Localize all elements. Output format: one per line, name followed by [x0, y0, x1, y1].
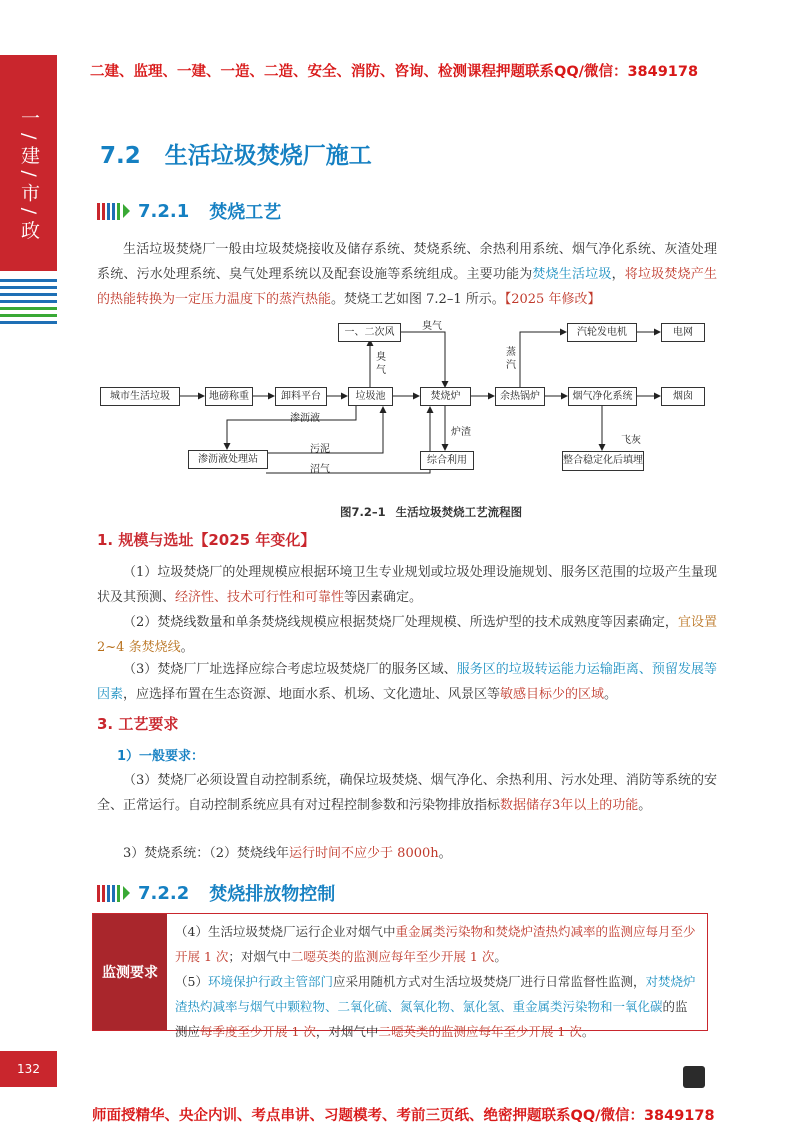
- scale-text: 等因素确定。: [344, 590, 423, 605]
- process-heading: 3. 工艺要求: [97, 715, 179, 733]
- monitor-text: ；对烟气中: [228, 949, 291, 964]
- scale-text: 。: [604, 687, 618, 702]
- subsection-title: [97, 880, 335, 906]
- scale-text: （3）焚烧厂厂址选择应综合考虑垃圾焚烧厂的服务区域、: [123, 662, 457, 677]
- monitor-text: 应采用随机方式对生活垃圾焚烧厂进行日常监督性监测，: [332, 974, 646, 989]
- process-text: （3）焚烧厂必须设置自动控制系统，确保垃圾焚烧、烟气净化、余热利用、污水处理、消防等系统的安全、正常运行。自动控制系统应具有对过程控制参数和污染物排放指标: [97, 773, 717, 813]
- flow-box-reuse: 综合利用: [420, 451, 474, 470]
- flow-label-steam: 蒸汽: [506, 347, 516, 371]
- sidebar-stripe: [0, 314, 57, 317]
- process-highlight: 数据储存3年以上的功能: [500, 798, 639, 813]
- scale-item-2: [97, 610, 717, 660]
- subsection-number: 7.2.2: [138, 882, 190, 904]
- flow-box-city-waste: 城市生活垃圾: [100, 387, 180, 406]
- monitoring-item: [175, 919, 699, 969]
- intro-highlight: 【2025 年修改】: [504, 292, 601, 307]
- app-logo-icon: [683, 1066, 705, 1088]
- monitor-text: （4）生活垃圾焚烧厂运行企业对烟气中: [175, 924, 396, 939]
- flow-label-odor: 臭气: [422, 321, 442, 332]
- monitor-text: （5）: [175, 974, 208, 989]
- monitor-text: 。: [581, 1024, 595, 1039]
- process-text: 。: [638, 798, 652, 813]
- subsection-number: 7.2.1: [138, 200, 190, 222]
- section-title-text: 生活垃圾焚烧厂施工: [164, 143, 372, 169]
- flow-box-weigh: 地磅称重: [205, 387, 253, 406]
- flow-label-sludge: 污泥: [310, 444, 330, 455]
- sidebar-stripe: [0, 279, 57, 282]
- figure-title: 生活垃圾焚烧工艺流程图: [395, 505, 523, 519]
- general-requirement-item: [97, 768, 717, 818]
- top-banner: 二建、监理、一建、一造、二造、安全、消防、咨询、检测课程押题联系QQ/微信：3849178: [90, 64, 699, 80]
- sidebar-stripe: [0, 286, 57, 289]
- general-requirements-heading: 1）一般要求：: [117, 749, 205, 764]
- flow-box-boiler: 余热锅炉: [495, 387, 545, 406]
- monitor-highlight: 二噁英类的监测应每年至少开展 1 次: [290, 949, 495, 964]
- sidebar-stripe: [0, 300, 57, 303]
- incineration-system-item: [97, 841, 717, 866]
- process-highlight: 运行时间不应少于 8000h: [289, 846, 439, 861]
- scale-item-3: [97, 657, 717, 707]
- scale-heading: 1. 规模与选址【2025 年变化】: [97, 531, 316, 549]
- monitor-text: 。: [494, 949, 507, 964]
- figure-caption: [340, 504, 522, 520]
- flow-box-pit: 垃圾池: [348, 387, 393, 406]
- sidebar-stripe: [0, 321, 57, 324]
- process-text: 。: [438, 846, 452, 861]
- scale-text: 。: [180, 640, 194, 655]
- flow-label-slag: 炉渣: [451, 427, 471, 438]
- sidebar-tab: [0, 55, 57, 271]
- monitor-highlight: 每季度至少开展 1 次: [200, 1024, 316, 1039]
- intro-highlight: 将垃圾焚烧产生的热能转换为一定压力温度下的蒸汽热能: [97, 267, 717, 307]
- flow-label-odor: 臭气: [376, 352, 386, 376]
- flow-box-grid: 电网: [661, 323, 705, 342]
- subsection-title-text: 焚烧工艺: [209, 202, 282, 223]
- scale-text: ，应选择布置在生态资源、地面水系、机场、文化遗址、风景区等: [123, 687, 501, 702]
- monitor-text: ，对烟气中: [315, 1024, 379, 1039]
- scale-highlight: 宜设置 2~4 条焚烧线: [97, 615, 717, 655]
- flow-label-leachate: 渗沥液: [290, 413, 320, 424]
- sidebar-stripe: [0, 307, 57, 310]
- intro-text: 生活垃圾焚烧厂一般由垃圾焚烧接收及储存系统、焚烧系统、余热利用系统、烟气净化系统、灰渣处理系统、污水处理系统、臭气处理系统以及配套设施等系统组成。主要功能为: [97, 242, 717, 282]
- monitor-highlight: 二噁英类的监测应每年至少开展 1 次: [378, 1024, 582, 1039]
- figure-number: 图7.2–1: [340, 505, 386, 519]
- monitor-highlight: 环境保护行政主管部门: [207, 974, 333, 989]
- bars-icon: [97, 885, 130, 902]
- intro-text: 。焚烧工艺如图 7.2–1 所示。: [331, 292, 505, 307]
- flow-box-furnace: 焚烧炉: [420, 387, 471, 406]
- process-flow-diagram: [100, 313, 720, 498]
- scale-highlight: 服务区的垃圾转运能力运输距离、预留发展等因素: [97, 662, 717, 702]
- flow-box-leachate: 渗沥液处理站: [188, 450, 268, 469]
- flow-label-biogas: 沼气: [310, 464, 330, 475]
- scale-item-1: [97, 560, 717, 610]
- section-number: 7.2: [100, 143, 141, 169]
- flow-box-fly-ash: 整合稳定化后填埋: [562, 451, 644, 471]
- monitor-highlight: 重金属类污染物和焚烧炉渣热灼减率的监测应每月至少开展 1 次: [175, 924, 696, 964]
- scale-text: （1）垃圾焚烧厂的处理规模应根据环境卫生专业规划或垃圾处理设施规划、服务区范围的垃圾产生量现状及其预测、: [97, 565, 717, 605]
- bottom-banner: 师面授精华、央企内训、考点串讲、习题模考、考前三页纸、绝密押题联系QQ/微信：3849178: [92, 1108, 715, 1124]
- intro-paragraph: [97, 237, 717, 312]
- subsection-title-text: 焚烧排放物控制: [209, 884, 336, 905]
- monitoring-requirements-box: [92, 913, 708, 1039]
- monitoring-content: [167, 914, 707, 1039]
- process-text: 3）焚烧系统：（2）焚烧线年: [123, 846, 290, 861]
- flow-box-platform: 卸料平台: [275, 387, 327, 406]
- monitoring-label: 监测要求: [93, 914, 167, 1030]
- sidebar-label: 一/建/市/政: [18, 108, 40, 246]
- subsection-title: [97, 198, 281, 224]
- flow-box-gas-clean: 烟气净化系统: [568, 387, 637, 406]
- sidebar-stripe: [0, 293, 57, 296]
- intro-text: ，: [611, 267, 625, 282]
- monitor-highlight: 对焚烧炉渣热灼减率与烟气中颗粒物、二氧化硫、氮氧化物、氯化氢、重金属类污染物和一氧化碳: [175, 974, 696, 1014]
- flow-box-air: 一、二次风: [338, 323, 401, 342]
- scale-highlight: 经济性、技术可行性和可靠性: [175, 590, 345, 605]
- monitoring-item: [175, 969, 699, 1044]
- intro-highlight: 焚烧生活垃圾: [532, 267, 612, 282]
- monitor-text: 的监测应: [175, 999, 688, 1039]
- scale-text: （2）焚烧线数量和单条焚烧线规模应根据焚烧厂处理规模、所选炉型的技术成熟度等因素确定，: [123, 615, 678, 630]
- scale-highlight: 敏感目标少的区域: [500, 687, 605, 702]
- page-number: 132: [0, 1051, 57, 1087]
- flow-label-flyash: 飞灰: [621, 435, 641, 446]
- flow-box-chimney: 烟囱: [661, 387, 705, 406]
- flow-box-turbine: 汽轮发电机: [567, 323, 637, 342]
- section-title: [100, 137, 372, 170]
- bars-icon: [97, 203, 130, 220]
